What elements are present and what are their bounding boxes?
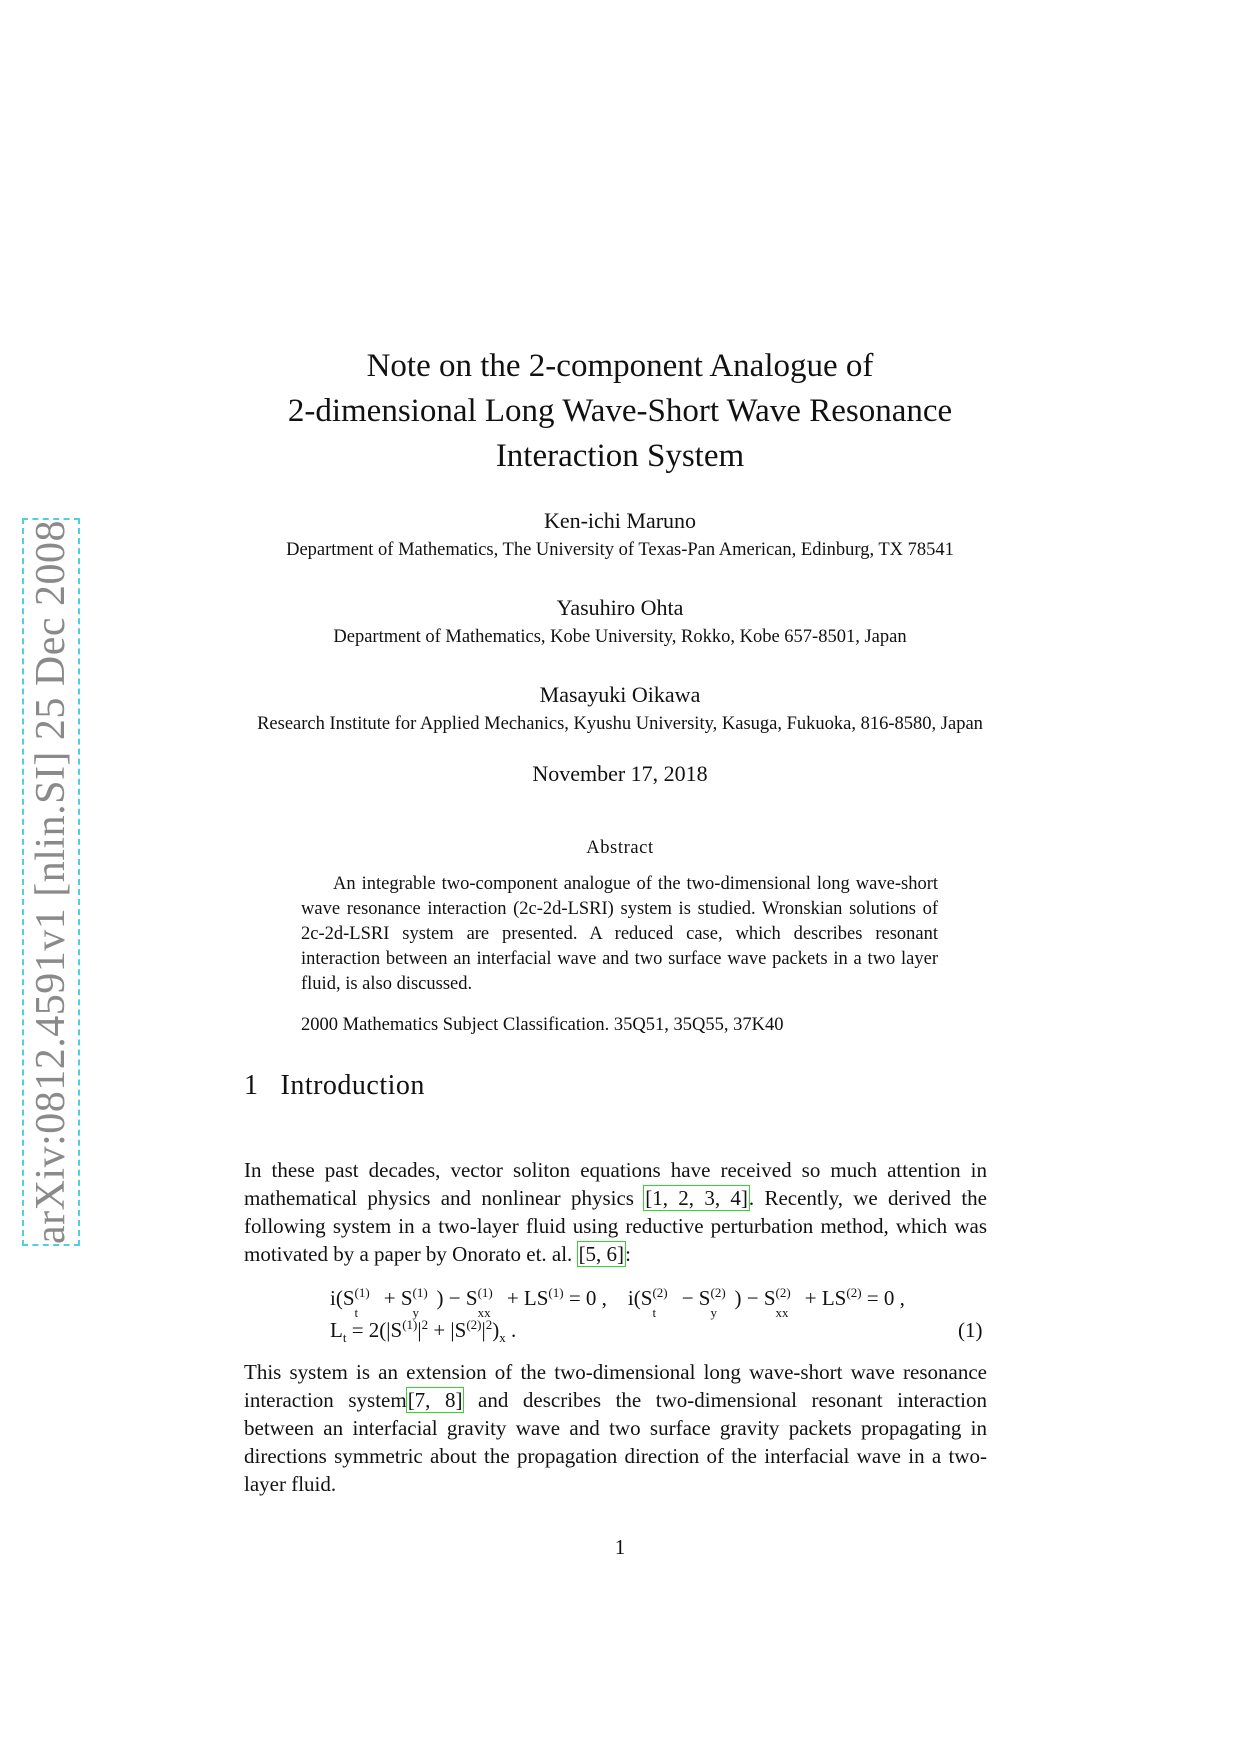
intro-paragraph-2 [244,1358,987,1498]
arxiv-identifier-text: arXiv:0812.4591v1 [nlin.SI] 25 Dec 2008 [28,519,74,1245]
paper-title [0,344,1240,479]
page-number: 1 [614,1535,626,1559]
equation-number: (1) [958,1318,983,1342]
author-name-3: Masayuki Oikawa [539,682,701,707]
para1-text-a: In these past decades, vector soliton equations have received so much attention in mathematical physics and nonlinear physics [244,1158,987,1210]
author-affiliation-1: Department of Mathematics, The University of Texas-Pan American, Edinburg, TX 78541 [286,540,954,560]
intro-paragraph-1 [244,1156,987,1268]
citation-link-7-8[interactable]: [7, 8] [407,1388,463,1412]
abstract-heading: Abstract [586,838,654,858]
para2-text-b: and describes the two-dimensional resonant interaction between an interfacial gravity wave and two surface gravity packets propagating in directions symmetric about the propagation direction of the interfacial wave in a two-layer fluid. [244,1388,987,1496]
section-title: Introduction [280,1070,425,1101]
title-line-2: 2-dimensional Long Wave-Short Wave Resonance [287,393,953,429]
paper-date: November 17, 2018 [532,761,708,786]
msc-classification: 2000 Mathematics Subject Classification. 35Q51, 35Q55, 37K40 [301,1015,784,1035]
citation-link-1-4[interactable]: [1, 2, 3, 4] [645,1186,748,1210]
author-name-2: Yasuhiro Ohta [556,595,684,620]
para2-text-a: This system is an extension of the two-dimensional long wave-short wave resonance interaction system [244,1360,987,1412]
citation-link-5-6[interactable]: [5, 6] [578,1242,625,1266]
para1-text-c: : [625,1242,631,1266]
section-number: 1 [244,1070,259,1101]
author-affiliation-3: Research Institute for Applied Mechanics, Kyushu University, Kasuga, Fukuoka, 816-8580, Japan [257,714,983,734]
para1-text-b: . Recently, we derived the following system in a two-layer fluid using reductive perturbation method, which was motivated by a paper by Onorato et. al. [244,1186,987,1266]
abstract-body: An integrable two-component analogue of the two-dimensional long wave-short wave resonance interaction (2c-2d-LSRI) system is studied. Wronskian solutions of 2c-2d-LSRI system are presented. A reduced case, which describes resonant interaction between an interfacial wave and two surface wave packets in a two layer fluid, is also discussed. [301,874,938,994]
equation-line-1: i(S (1) t + S (1) y ) − S (1) xx + $LS^{(1)} = 0$ , i(S (2) t − S (2) y ) − S (2) xx + $LS^{(2)} = 0$ , [330,1285,905,1320]
section-heading-introduction [244,1070,425,1102]
author-name-1: Ken-ichi Maruno [543,508,697,533]
equation-line-2: $L_t = 2(|S^{(1)}|^2 + |S^{(2)}|^2)_x$ . [330,1317,517,1346]
author-affiliation-2: Department of Mathematics, Kobe University, Rokko, Kobe 657-8501, Japan [333,627,907,647]
title-line-3: Interaction System [495,438,745,474]
title-line-1: Note on the 2-component Analogue of [366,348,874,384]
